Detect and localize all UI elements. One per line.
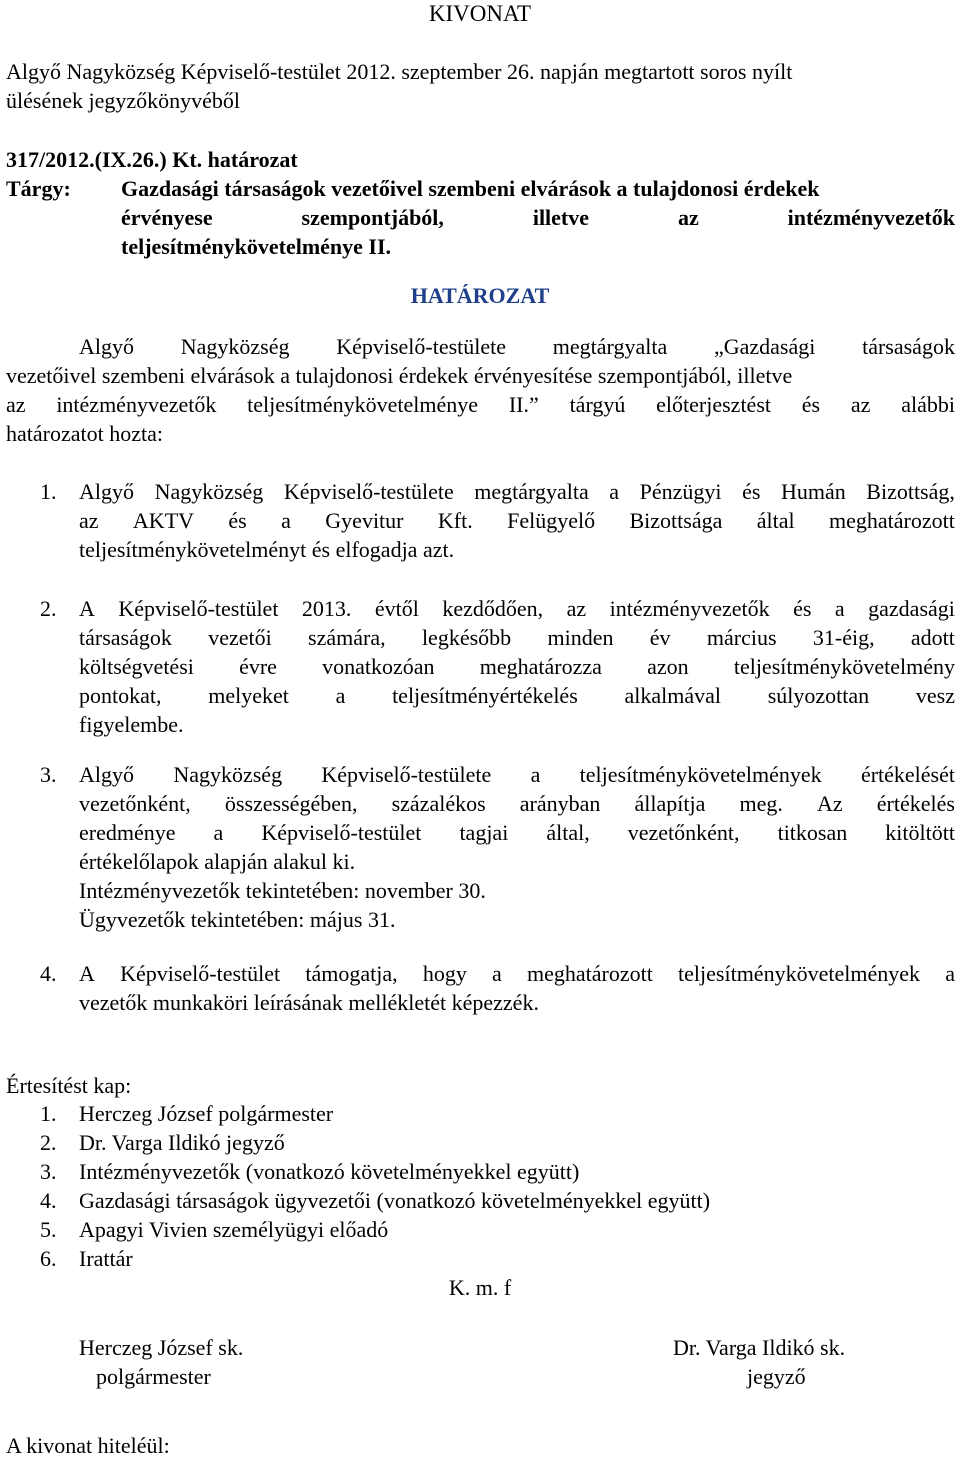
word: titkosan: [777, 820, 848, 845]
word: költségvetési: [79, 654, 194, 679]
point-line-justified: [79, 761, 955, 789]
word: azon: [647, 654, 689, 679]
word: tagjai: [459, 820, 509, 845]
word: Gyevitur: [325, 508, 404, 533]
word: támogatja,: [305, 961, 398, 986]
word: Képviselő-testülete: [321, 762, 492, 787]
word: értékelés: [876, 791, 955, 816]
word: pontokat,: [79, 683, 162, 708]
word: évtől: [374, 596, 419, 621]
point-line-justified: [79, 682, 955, 710]
word: Kft.: [437, 508, 473, 533]
word: intézményvezetők: [787, 205, 955, 230]
word: és: [801, 392, 821, 417]
point-line-justified: [79, 624, 955, 652]
signature-right-title: jegyző: [747, 1364, 806, 1389]
word: 2013.: [301, 596, 352, 621]
word: Képviselő-testülete: [283, 479, 454, 504]
word: arányban: [519, 791, 601, 816]
word: által: [756, 508, 795, 533]
word: meghatározott: [527, 961, 653, 986]
word: által,: [546, 820, 590, 845]
point-line-justified: [79, 653, 955, 681]
word: vesz: [915, 683, 955, 708]
point-line-justified: [79, 507, 955, 535]
word: minden: [547, 625, 614, 650]
word: az: [677, 205, 699, 230]
word: megtárgyalta: [474, 479, 589, 504]
point-number: 1.: [40, 479, 57, 504]
word: az: [566, 596, 587, 621]
word: vezetőnként,: [79, 791, 191, 816]
word: vezetői: [208, 625, 272, 650]
point-line: vezetők munkaköri leírásának mellékletét képezzék.: [79, 990, 539, 1015]
resolution-heading: HATÁROZAT: [410, 283, 550, 308]
word: meg.: [739, 791, 783, 816]
word: a: [492, 961, 502, 986]
word: alkalmával: [624, 683, 721, 708]
word: intézményvezetők: [56, 392, 217, 417]
word: hogy: [422, 961, 467, 986]
word: társaságok: [79, 625, 172, 650]
notify-item: Intézményvezetők (vonatkozó követelményekkel együtt): [79, 1159, 580, 1184]
word: társaságok: [862, 334, 955, 359]
word: az: [850, 392, 871, 417]
word: a: [834, 596, 845, 621]
word: vonatkozóan: [322, 654, 435, 679]
word: teljesítménykövetelmények: [579, 762, 822, 787]
word: illetve: [532, 205, 590, 230]
point-line-justified: [79, 595, 955, 623]
word: a: [213, 820, 224, 845]
word: összességében,: [224, 791, 358, 816]
word: legkésőbb: [421, 625, 512, 650]
word: kezdődően,: [442, 596, 544, 621]
word: eredménye: [79, 820, 176, 845]
meeting-line-2: ülésének jegyzőkönyvéből: [6, 88, 240, 113]
word: és: [793, 596, 812, 621]
notify-item-number: 6.: [40, 1246, 57, 1271]
meeting-line-1: Algyő Nagyközség Képviselő-testület 2012. szeptember 26. napján megtartott soros nyílt: [6, 59, 793, 84]
word: II.”: [508, 392, 539, 417]
word: érvényese: [121, 205, 213, 230]
word: a: [609, 479, 620, 504]
word: Algyő: [79, 479, 134, 504]
word: Nagyközség: [173, 762, 283, 787]
word: súlyozottan: [767, 683, 870, 708]
word: Nagyközség: [154, 479, 264, 504]
point-line: értékelőlapok alapján alakul ki.: [79, 849, 356, 874]
kmf-note: K. m. f: [448, 1275, 512, 1300]
word: AKTV: [132, 508, 195, 533]
word: teljesítménykövetelmények: [678, 961, 920, 986]
word: év: [649, 625, 671, 650]
signature-right-name: Dr. Varga Ildikó sk.: [673, 1335, 846, 1360]
notify-item-number: 2.: [40, 1130, 57, 1155]
intro-line-2: vezetőivel szembeni elvárások a tulajdonosi érdekek érvényesítése szempontjából, illetve: [6, 363, 793, 388]
word: Algyő: [79, 334, 134, 359]
word: a: [945, 961, 955, 986]
resolution-number: 317/2012.(IX.26.) Kt. határozat: [6, 147, 298, 172]
intro-line-3: [6, 391, 955, 419]
word: a: [281, 508, 291, 533]
word: évre: [239, 654, 277, 679]
word: értékelését: [860, 762, 955, 787]
word: és: [742, 479, 761, 504]
notify-title: Értesítést kap:: [6, 1073, 132, 1098]
subject-line-3: teljesítménykövetelménye II.: [121, 234, 392, 259]
point-line-justified: [79, 478, 955, 506]
notify-item: Gazdasági társaságok ügyvezetői (vonatkozó követelményekkel együtt): [79, 1188, 711, 1213]
word: százalékos: [391, 791, 486, 816]
notify-item: Apagyi Vivien személyügyi előadó: [79, 1217, 389, 1242]
subject-line-2: [121, 204, 955, 232]
word: állapítja: [634, 791, 706, 816]
word: A: [79, 596, 95, 621]
intro-line-1: [79, 333, 955, 361]
point-line: Intézményvezetők tekintetében: november 30.: [79, 878, 486, 903]
notify-item-number: 4.: [40, 1188, 57, 1213]
notify-item: Herczeg József polgármester: [79, 1101, 334, 1126]
word: Képviselő-testület: [261, 820, 422, 845]
word: tárgyú: [569, 392, 626, 417]
word: Humán: [780, 479, 846, 504]
subject-label: Tárgy:: [6, 176, 71, 201]
point-number: 2.: [40, 596, 57, 621]
word: előterjesztést: [656, 392, 771, 417]
point-number: 3.: [40, 762, 57, 787]
certification-label: A kivonat hiteléül:: [6, 1433, 170, 1458]
word: intézményvezetők: [609, 596, 770, 621]
word: „Gazdasági: [713, 334, 816, 359]
word: Az: [816, 791, 843, 816]
word: teljesítményértékelés: [392, 683, 578, 708]
notify-item-number: 1.: [40, 1101, 57, 1126]
signature-left-name: Herczeg József sk.: [79, 1335, 244, 1360]
document-title: KIVONAT: [428, 1, 532, 26]
word: meghatározza: [479, 654, 602, 679]
word: A: [79, 961, 95, 986]
word: melyeket: [208, 683, 289, 708]
word: Bizottsága: [629, 508, 723, 533]
notify-item: Dr. Varga Ildikó jegyző: [79, 1130, 285, 1155]
word: március: [706, 625, 777, 650]
point-line-justified: [79, 819, 955, 847]
word: teljesítménykövetelmény: [733, 654, 955, 679]
word: Képviselő-testület: [120, 961, 281, 986]
word: az: [79, 508, 99, 533]
point-line-justified: [79, 790, 955, 818]
word: meghatározott: [829, 508, 955, 533]
point-line: figyelembe.: [79, 712, 184, 737]
word: Pénzügyi: [639, 479, 722, 504]
notify-item-number: 3.: [40, 1159, 57, 1184]
notify-item: Irattár: [79, 1246, 133, 1271]
signature-left-title: polgármester: [96, 1364, 211, 1389]
notify-item-number: 5.: [40, 1217, 57, 1242]
word: 31-éig,: [812, 625, 875, 650]
word: kitöltött: [885, 820, 955, 845]
word: a: [530, 762, 541, 787]
word: Nagyközség: [180, 334, 290, 359]
word: megtárgyalta: [552, 334, 668, 359]
word: vezetőnként,: [627, 820, 740, 845]
word: szempontjából,: [301, 205, 444, 230]
subject-line-1: Gazdasági társaságok vezetőivel szembeni elvárások a tulajdonosi érdekek: [121, 176, 820, 201]
word: alábbi: [901, 392, 955, 417]
intro-line-4: határozatot hozta:: [6, 421, 163, 446]
word: Bizottság,: [866, 479, 955, 504]
word: adott: [910, 625, 955, 650]
word: számára,: [308, 625, 386, 650]
point-number: 4.: [40, 961, 57, 986]
word: az: [6, 392, 26, 417]
word: gazdasági: [868, 596, 955, 621]
point-line: teljesítménykövetelményt és elfogadja azt.: [79, 537, 455, 562]
word: a: [335, 683, 346, 708]
word: és: [228, 508, 247, 533]
word: Algyő: [79, 762, 134, 787]
word: Felügyelő: [507, 508, 596, 533]
word: Képviselő-testülete: [336, 334, 507, 359]
point-line-justified: [79, 960, 955, 988]
word: teljesítménykövetelménye: [247, 392, 479, 417]
word: Képviselő-testület: [118, 596, 279, 621]
point-line: Ügyvezetők tekintetében: május 31.: [79, 907, 396, 932]
